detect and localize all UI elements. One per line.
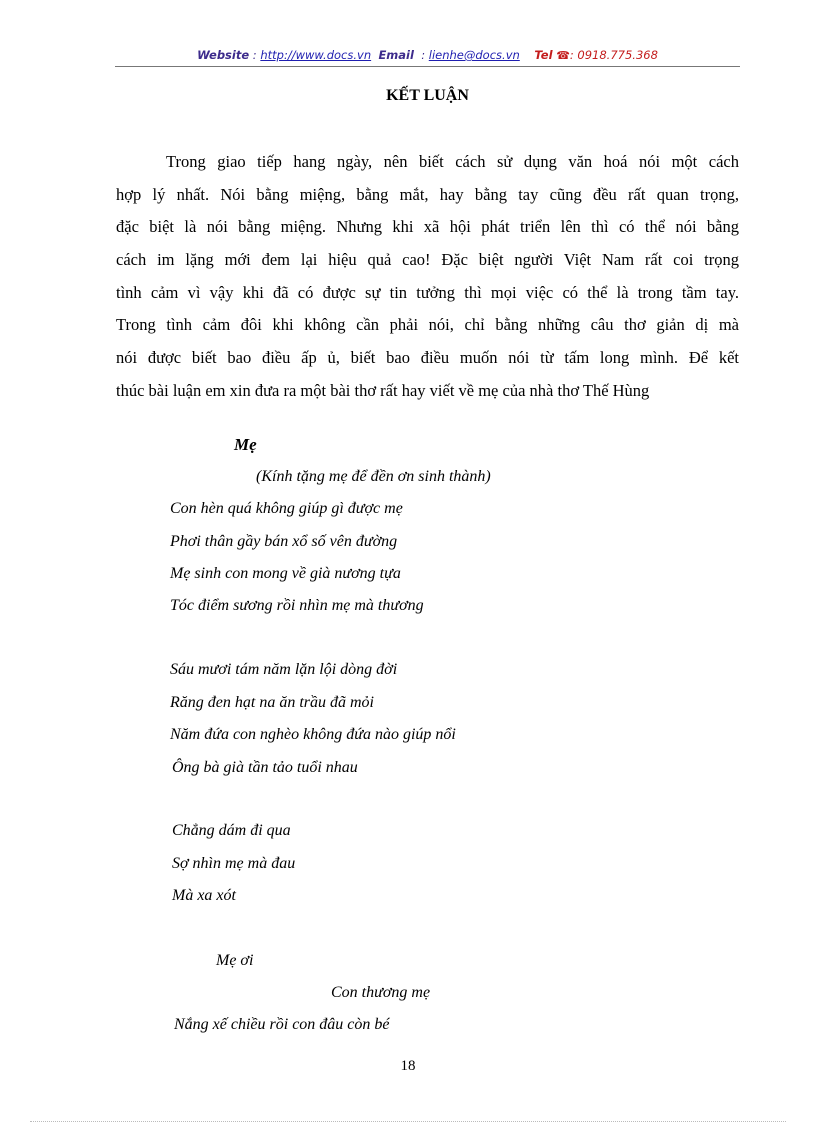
page-header: Website : http://www.docs.vn Email : lienhe@docs.vn Tel ☎: 0918.775.368 — [197, 48, 658, 62]
poem-line: Nắng xế chiều rồi con đâu còn bé — [174, 1016, 390, 1033]
website-label: Website — [197, 48, 250, 62]
poem-line: Tóc điểm sương rồi nhìn mẹ mà thương — [170, 597, 424, 614]
footer-rule — [30, 1121, 786, 1122]
poem-line: Mẹ sinh con mong về già nương tựa — [170, 565, 401, 582]
poem-line: Con hèn quá không giúp gì được mẹ — [170, 500, 403, 517]
phone-number: : 0918.775.368 — [569, 48, 658, 62]
email-label: Email — [378, 48, 414, 62]
poem-line: Con thương mẹ — [331, 984, 431, 1001]
conclusion-paragraph — [116, 146, 739, 408]
poem-line: Chẳng dám đi qua — [172, 822, 291, 839]
paragraph-line: Trong tình cảm đôi khi không cần phải nói, chỉ bằng những câu thơ giản dị mà — [116, 315, 739, 335]
paragraph-line: cách im lặng mới đem lại hiệu quả cao! Đặc biệt người Việt Nam rất coi trọng — [116, 250, 739, 270]
tel-label: Tel — [534, 48, 553, 62]
poem-line: Năm đứa con nghèo không đứa nào giúp nổi — [170, 726, 456, 743]
poem-line: Sáu mươi tám năm lặn lội dòng đời — [170, 661, 398, 678]
paragraph-line: tình cảm vì vậy khi đã có được sự tin tưởng thì mọi việc có thể là trong tầm tay. — [116, 282, 739, 302]
paragraph-line: nói được biết bao điều ấp ủ, biết bao điều muốn nói từ tấm long mình. Để kết — [116, 348, 739, 368]
poem-title: Mẹ — [234, 435, 257, 454]
poem-line: Sợ nhìn mẹ mà đau — [172, 855, 296, 872]
poem-dedication: (Kính tặng mẹ để đền ơn sinh thành) — [256, 468, 491, 485]
page-number: 18 — [400, 1058, 416, 1074]
paragraph-line: Trong giao tiếp hang ngày, nên biết cách sử dụng văn hoá nói một cách — [166, 152, 739, 171]
poem-line: Ông bà già tần tảo tuổi nhau — [172, 759, 358, 776]
phone-icon: ☎ — [556, 49, 570, 62]
email-link[interactable]: lienhe@docs.vn — [428, 48, 520, 62]
poem-line: Mẹ ơi — [216, 952, 254, 969]
paragraph-line: hợp lý nhất. Nói bằng miệng, bằng mắt, hay bằng tay cũng đều rất quan trọng, — [116, 184, 739, 204]
header-rule — [115, 66, 740, 67]
website-link[interactable]: http://www.docs.vn — [260, 48, 372, 62]
poem-line: Răng đen hạt na ăn trầu đã mỏi — [170, 694, 374, 711]
poem-line: Phơi thân gầy bán xổ số vên đường — [170, 533, 398, 550]
paragraph-line: đặc biệt là nói bằng miệng. Nhưng khi xã hội phát triển lên thì có thể nói bằng — [116, 217, 739, 237]
page-title: KẾT LUẬN — [386, 87, 469, 104]
poem-line: Mà xa xót — [172, 887, 236, 904]
paragraph-line: thúc bài luận em xin đưa ra một bài thơ rất hay viết về mẹ của nhà thơ Thế Hùng — [116, 380, 650, 400]
